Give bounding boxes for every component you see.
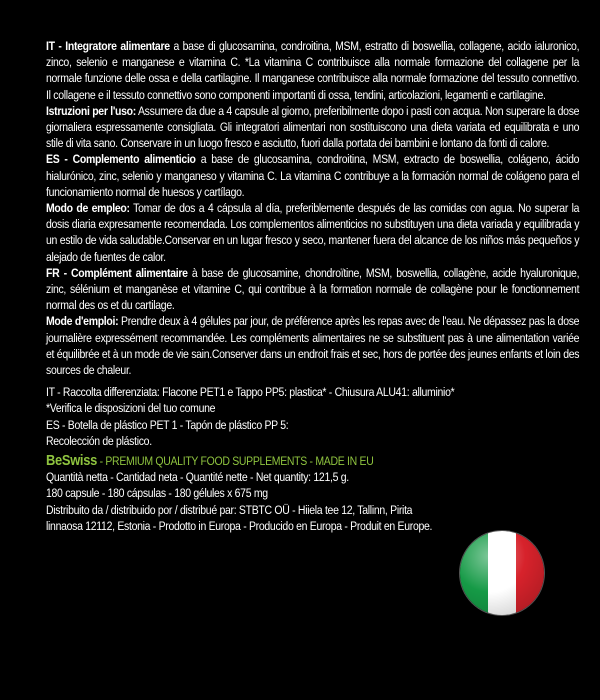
it-heading: IT - Integratore alimentare	[46, 39, 170, 53]
es-usage-heading: Modo de empleo:	[46, 201, 130, 216]
brand-tagline: - PREMIUM QUALITY FOOD SUPPLEMENTS - MADE IN EU	[96, 454, 374, 469]
footer-info	[46, 469, 579, 534]
fr-usage-text: Prendre deux à 4 gélules par jour, de préférence après les repas avec de l'eau. Ne dépassez pas la dose journalière expressément recommandée. Les compléments alimentaires ne se substituent pas à une alimentation variée et équilibrée et à un mode de vie sain.Conserver dans un endroit frais et sec, hors de portée des jeunes enfants et loin des sources de chaleur.	[46, 314, 580, 378]
es-heading: ES - Complemento alimenticio	[46, 152, 196, 167]
it-usage-heading: Istruzioni per l'uso:	[46, 103, 136, 118]
it-section	[46, 38, 579, 151]
fr-heading: FR - Complément alimentaire	[46, 265, 188, 280]
capsule-count: 180 capsule - 180 cápsulas - 180 gélules x 675 mg	[46, 486, 268, 501]
it-text: a base di glucosamina, condroitina, MSM, estratto di boswellia, collagene, acido ialuronico, zinco, selenio e manganese e vitamina C. *La vitamina C contribuisce alla normale formazione del collagene per la normale funzione delle ossa e della cartilagine. Il manganese contribuisce alla normale formazione del tessuto connettivo. Il collagene e il tessuto connettivo sono componenti importanti di ossa, tendini, articolazioni, legamenti e cartilagine.	[46, 39, 580, 102]
brand-name: BeSwiss	[46, 452, 97, 470]
recycling-it-line: IT - Raccolta differenziata: Flacone PET1 e Tappo PP5: plastica* - Chiusura ALU41: alluminio*	[46, 385, 455, 400]
brand-line	[46, 453, 579, 469]
it-usage-text: Assumere da due a 4 capsule al giorno, preferibilmente dopo i pasti con acqua. Non superare la dose giornaliera espressamente consigliata. Gli integratori alimentari non sostituiscono una dieta variata ed equilibrata e uno stile di vita sano. Conservare in un luogo fresco e asciutto, fuori dalla portata dei bambini e lontano da fonti di calore.	[46, 103, 580, 151]
italy-flag-icon	[460, 531, 544, 615]
distributor-line-1: Distribuito da / distribuido por / distribué par: STBTC OÜ - Hiiela tee 12, Tallinn, Pirita	[46, 502, 413, 517]
fr-section	[46, 265, 579, 378]
es-usage-text: Tomar de dos a 4 cápsula al día, preferiblemente después de las comidas con agua. No superar la dosis diaria expresamente recomendada. Los complementos alimenticios no substituyen una dieta variada y equilibrada y un estilo de vida saludable.Conservar en un lugar fresco y seco, mantener fuera del alcance de los niños más pequeños y alejado de fuentes de calor.	[46, 201, 580, 264]
fr-usage-heading: Mode d'emploi:	[46, 314, 119, 329]
net-quantity: Quantità netta - Cantidad neta - Quantité nette - Net quantity: 121,5 g.	[46, 470, 349, 485]
recycling-it-note: *Verifica le disposizioni del tuo comune	[46, 401, 216, 416]
distributor-line-2: linnaosa 12112, Estonia - Prodotto in Europa - Producido en Europa - Produit en Europe.	[46, 518, 433, 533]
fr-text: à base de glucosamine, chondroïtine, MSM, boswellia, collagène, acide hyaluronique, zinc, sélénium et manganèse et vitamine C, qui contribue à la formation normale de collagène pour le fonctionnement normal des os et du cartilage.	[46, 265, 580, 313]
label-text	[46, 38, 579, 534]
recycling-info	[46, 384, 579, 449]
es-section	[46, 151, 579, 264]
recycling-es-note: Recolección de plástico.	[46, 433, 152, 448]
flag-band-white	[488, 531, 516, 615]
flag-band-green	[460, 531, 488, 615]
recycling-es-line: ES - Botella de plástico PET 1 - Tapón de plástico PP 5:	[46, 417, 289, 432]
es-text: a base de glucosamina, condroitina, MSM, extracto de boswellia, colágeno, ácido hialurónico, zinc, selenio y manganeso y vitamina C. La vitamina C contribuye a la formación normal de colágeno para el funcionamiento normal de huesos y cartílago.	[46, 152, 580, 199]
flag-band-red	[516, 531, 544, 615]
